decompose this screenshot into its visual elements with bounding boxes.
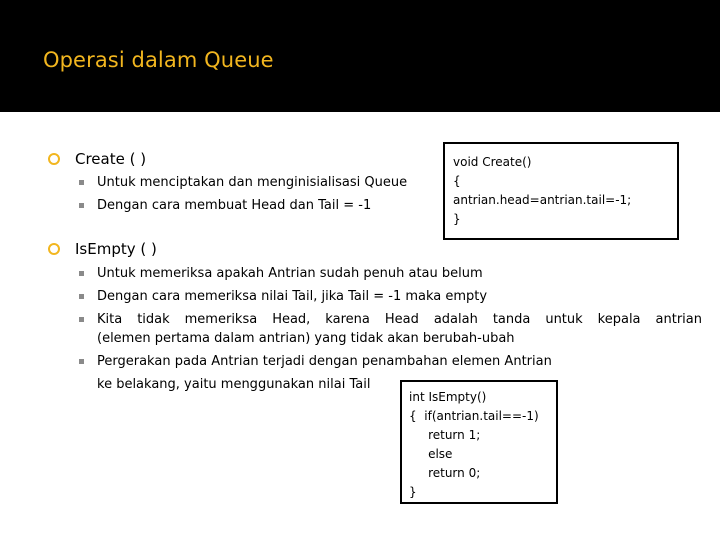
isempty-heading: IsEmpty ( ): [75, 240, 157, 258]
circle-bullet-icon: [47, 242, 61, 256]
code-line: { if(antrian.tail==-1): [409, 409, 539, 423]
create-heading-item: [47, 150, 146, 168]
square-bullet-icon: [79, 203, 84, 208]
isempty-bullet-4: Pergerakan pada Antrian terjadi dengan penambahan elemen Antrian: [97, 351, 552, 372]
isempty-bullet-2: Dengan cara memeriksa nilai Tail, jika Tail = -1 maka empty: [97, 286, 487, 307]
code-line: }: [409, 485, 417, 499]
code-line: void Create(): [453, 155, 532, 169]
slide-title: Operasi dalam Queue: [43, 48, 274, 72]
code-line: return 0;: [409, 466, 481, 480]
code-line: else: [409, 447, 453, 461]
create-bullet-2: Dengan cara membuat Head dan Tail = -1: [97, 195, 371, 216]
create-code-box: [443, 142, 679, 240]
isempty-bullet-4-cont: ke belakang, yaitu menggunakan nilai Tail: [97, 377, 371, 392]
isempty-bullet-1: Untuk memeriksa apakah Antrian sudah penuh atau belum: [97, 263, 483, 284]
isempty-heading-item: [47, 240, 157, 258]
code-line: return 1;: [409, 428, 481, 442]
code-line: antrian.head=antrian.tail=-1;: [453, 193, 632, 207]
square-bullet-icon: [79, 317, 84, 322]
title-bar: [0, 0, 720, 112]
circle-bullet-icon: [47, 152, 61, 166]
code-line: int IsEmpty(): [409, 390, 487, 404]
square-bullet-icon: [79, 359, 84, 364]
square-bullet-icon: [79, 294, 84, 299]
square-bullet-icon: [79, 180, 84, 185]
create-bullet-1: Untuk menciptakan dan menginisialisasi Queue: [97, 172, 407, 193]
isempty-code-box: [400, 380, 558, 504]
create-heading: Create ( ): [75, 150, 147, 168]
square-bullet-icon: [79, 271, 84, 276]
isempty-bullet-3: Kita tidak memeriksa Head, karena Head adalah tanda untuk kepala antrian: [97, 309, 702, 330]
code-line: {: [453, 174, 461, 188]
code-line: }: [453, 212, 461, 226]
isempty-bullet-3-cont: (elemen pertama dalam antrian) yang tidak akan berubah-ubah: [97, 331, 515, 346]
